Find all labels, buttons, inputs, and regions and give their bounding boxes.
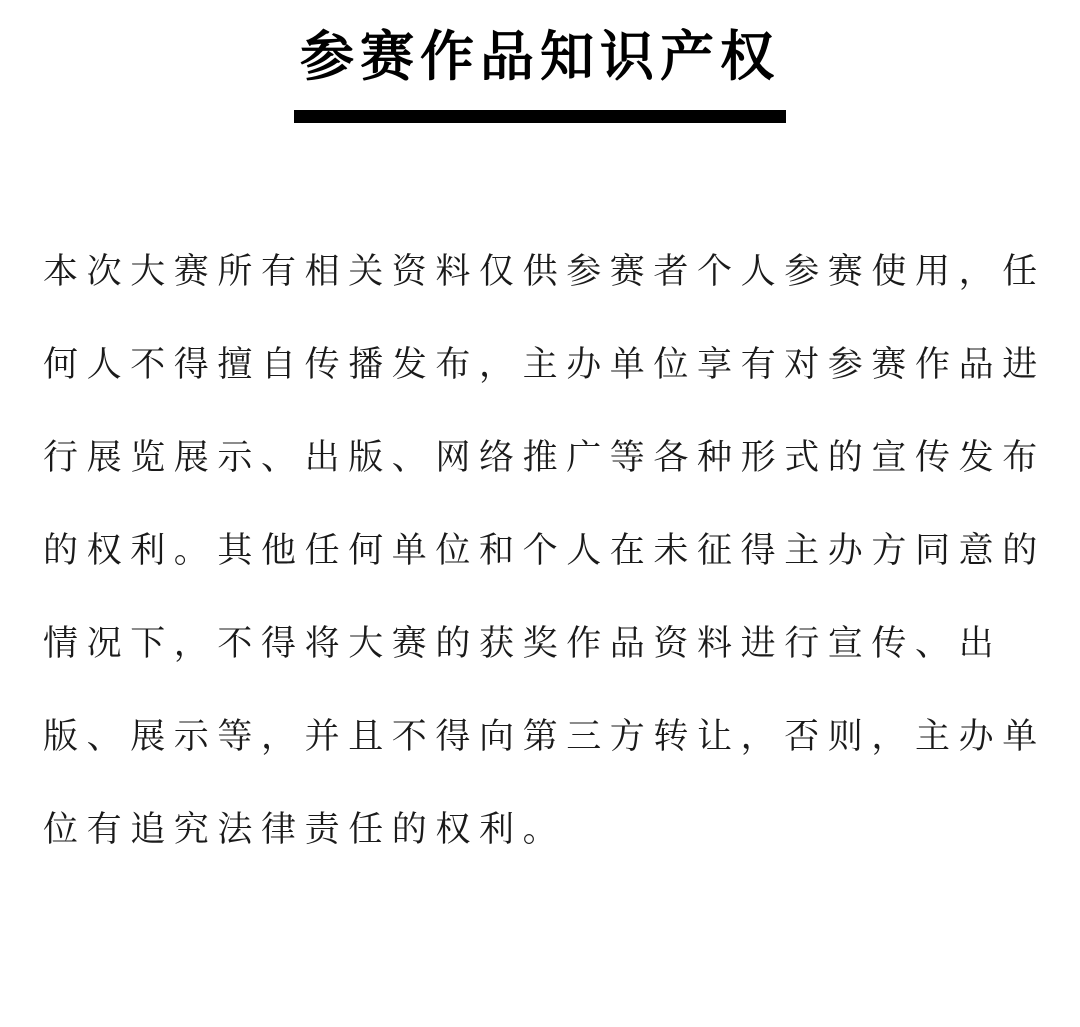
paragraph-line: 何人不得擅自传播发布，主办单位享有对参赛作品进 [43,345,1046,385]
title-underline [294,110,786,123]
page-title: 参赛作品知识产权 [300,25,780,88]
paragraph-line: 的权利。其他任何单位和个人在未征得主办方同意的 [43,531,1046,571]
paragraph-line: 位有追究法律责任的权利。 [43,810,567,850]
paragraph-line: 行展览展示、出版、网络推广等各种形式的宣传发布 [43,438,1046,478]
ip-paragraph [43,226,1046,877]
paragraph-line: 本次大赛所有相关资料仅供参赛者个人参赛使用，任 [43,252,1046,292]
paragraph-line: 情况下，不得将大赛的获奖作品资料进行宣传、出 [43,624,1003,664]
paragraph-line: 版、展示等，并且不得向第三方转让，否则，主办单 [43,717,1046,757]
